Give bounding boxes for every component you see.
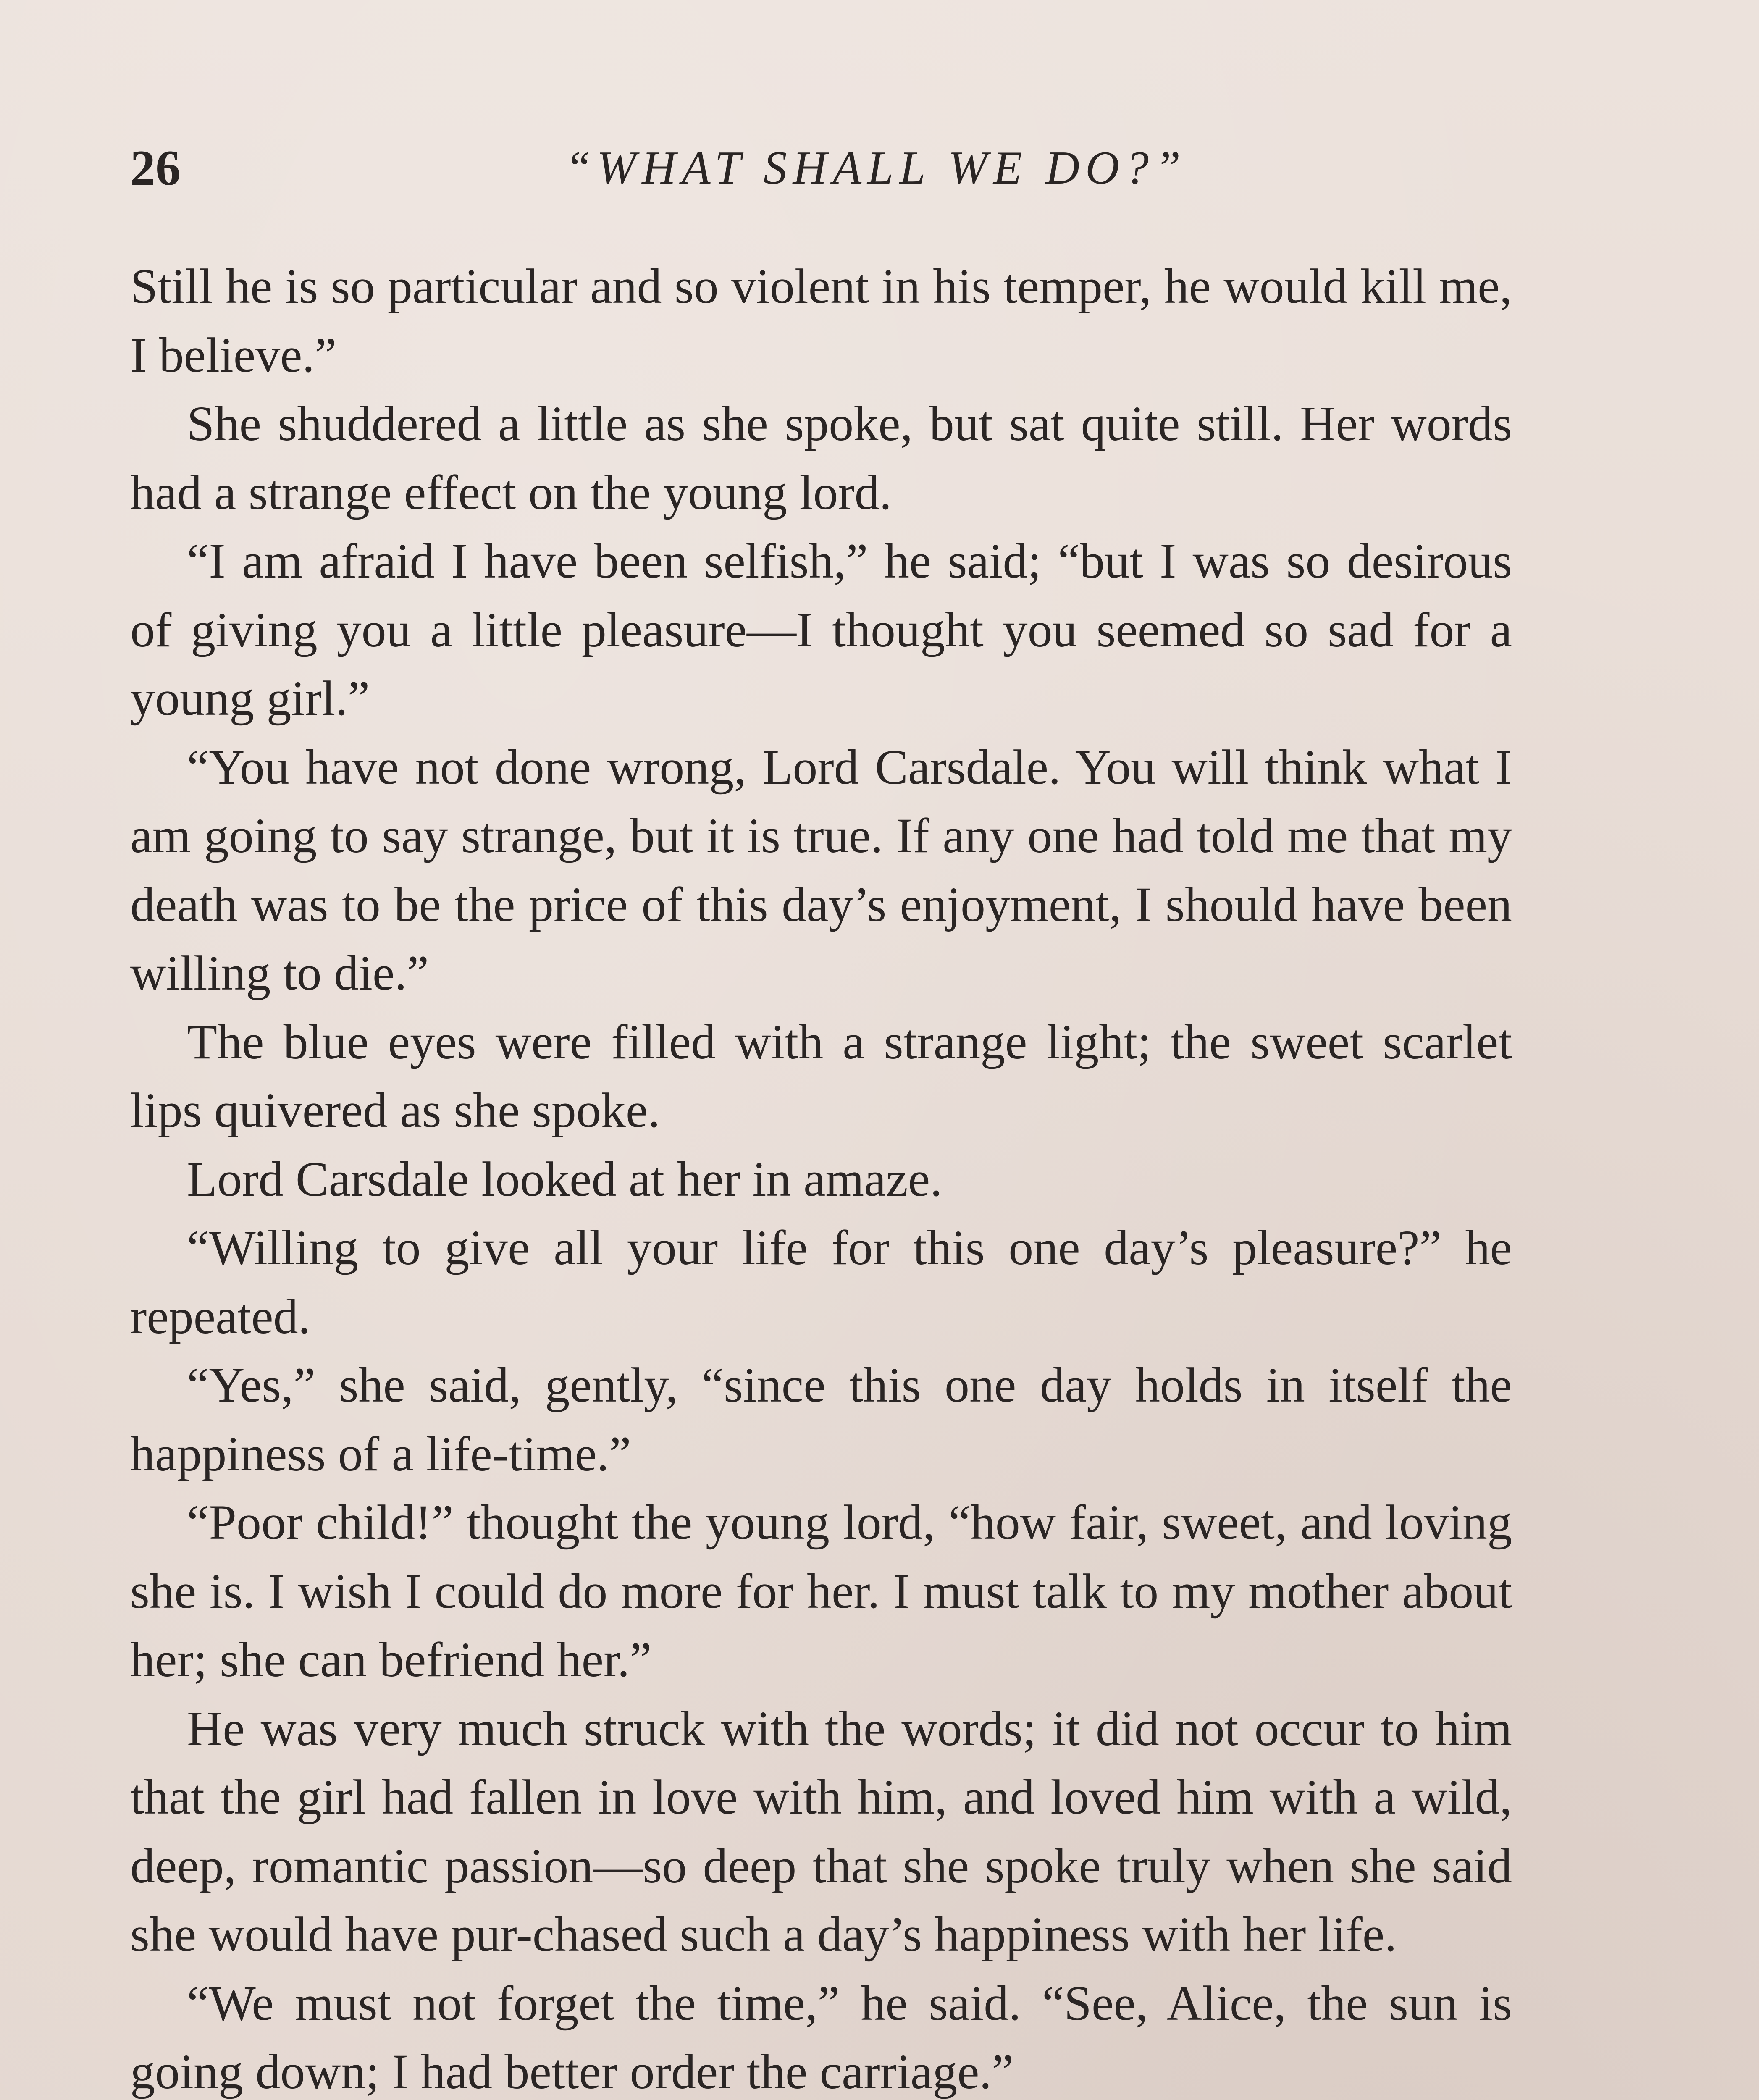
page-header	[130, 126, 1516, 210]
page-number: 26	[130, 140, 181, 196]
paragraph: “I am afraid I have been selfish,” he said; “but I was so desirous of giving you a little pleasure—I thought you seemed so sad for a young girl.”	[130, 533, 1512, 726]
paragraph: “We must not forget the time,” he said. “See, Alice, the sun is going down; I had better order the carriage.”	[130, 1975, 1512, 2099]
paragraph: “You have not done wrong, Lord Carsdale. You will think what I am going to say strange, but it is true. If any one had told me that my death was to be the price of this day’s enjoyment, I should have been willing to die.”	[130, 739, 1512, 1000]
paragraph: “Poor child!” thought the young lord, “how fair, sweet, and loving she is. I wish I could do more for her. I must talk to my mother about her; she can befriend her.”	[130, 1495, 1512, 1687]
paragraph: He was very much struck with the words; it did not occur to him that the girl had fallen in love with him, and loved him with a wild, deep, romantic passion—so deep that she spoke truly when she said she would have pur-chased such a day’s happiness with her life.	[130, 1701, 1512, 1962]
paragraph: The blue eyes were filled with a strange light; the sweet scarlet lips quivered as she spoke.	[130, 1014, 1512, 1138]
paragraph: “Willing to give all your life for this one day’s pleasure?” he repeated.	[130, 1220, 1512, 1344]
paragraph: She shuddered a little as she spoke, but sat quite still. Her words had a strange effect on the young lord.	[130, 396, 1512, 520]
paragraph: Still he is so particular and so violent in his temper, he would kill me, I believe.”	[130, 259, 1512, 383]
body-text	[130, 252, 1512, 2100]
running-title: “WHAT SHALL WE DO?”	[564, 142, 1187, 194]
paragraph: Lord Carsdale looked at her in amaze.	[187, 1151, 943, 1207]
paragraph: “Yes,” she said, gently, “since this one day holds in itself the happiness of a life-time.”	[130, 1357, 1512, 1481]
